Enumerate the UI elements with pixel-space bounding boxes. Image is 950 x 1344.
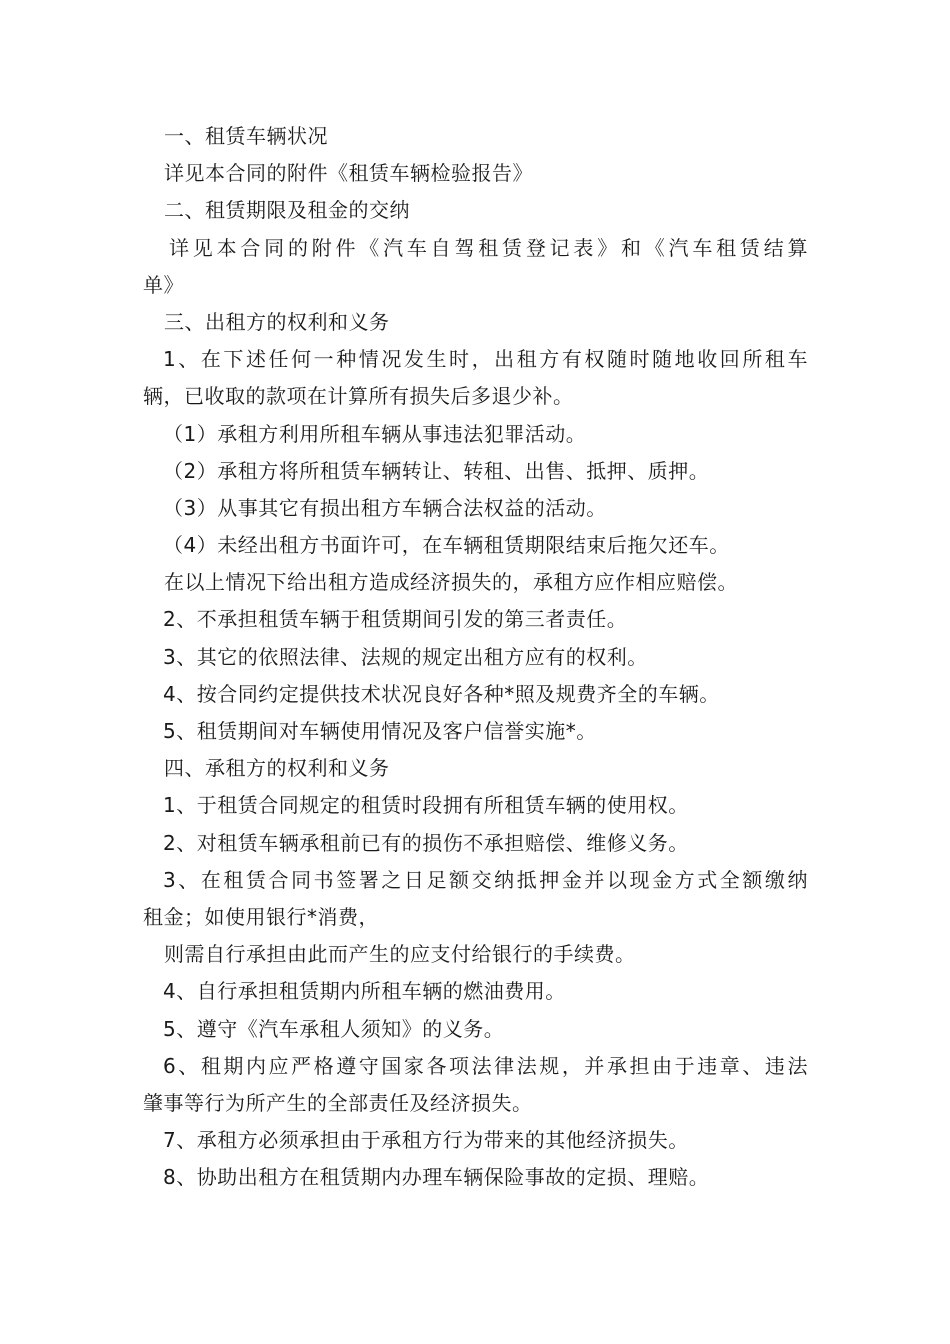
list-item: （2）承租方将所租赁车辆转让、转租、出售、抵押、质押。 (163, 458, 710, 483)
paragraph-line: 租金；如使用银行*消费， (143, 904, 379, 929)
list-item: 7、承租方必须承担由于承租方行为带来的其他经济损失。 (163, 1128, 689, 1153)
paragraph-line: 单》 (143, 272, 184, 297)
list-item: （1）承租方利用所租车辆从事违法犯罪活动。 (163, 421, 587, 446)
paragraph-line: 详见本合同的附件《汽车自驾租赁登记表》和《汽车租赁结算 (169, 235, 808, 260)
list-item: 3、在租赁合同书签署之日足额交纳抵押金并以现金方式全额缴纳 (163, 867, 808, 892)
section-heading-lessee-rights: 四、承租方的权利和义务 (164, 756, 390, 781)
list-item: 8、协助出租方在租赁期内办理车辆保险事故的定损、理赔。 (163, 1165, 710, 1190)
document-body (143, 118, 808, 1196)
list-item: 6、租期内应严格遵守国家各项法律法规，并承担由于违章、违法 (163, 1053, 808, 1078)
list-item: 1、于租赁合同规定的租赁时段拥有所租赁车辆的使用权。 (163, 793, 689, 818)
list-item: （3）从事其它有损出租方车辆合法权益的活动。 (163, 495, 607, 520)
paragraph-line: 肇事等行为所产生的全部责任及经济损失。 (143, 1090, 533, 1115)
list-item: 5、遵守《汽车承租人须知》的义务。 (163, 1016, 505, 1041)
list-item: 4、按合同约定提供技术状况良好各种*照及规费齐全的车辆。 (163, 681, 720, 706)
paragraph-line: 详见本合同的附件《租赁车辆检验报告》 (164, 161, 533, 186)
section-heading-vehicle-condition: 一、租赁车辆状况 (164, 124, 328, 148)
paragraph-line: 1、在下述任何一种情况发生时，出租方有权随时随地收回所租车 (163, 347, 808, 372)
list-item: 3、其它的依照法律、法规的规定出租方应有的权利。 (163, 644, 648, 669)
list-item: 4、自行承担租赁期内所租车辆的燃油费用。 (163, 979, 566, 1004)
list-item: 2、不承担租赁车辆于租赁期间引发的第三者责任。 (163, 607, 628, 632)
section-heading-lease-term: 二、租赁期限及租金的交纳 (164, 198, 410, 223)
paragraph-line: 辆，已收取的款项在计算所有损失后多退少补。 (143, 384, 574, 409)
paragraph-line: 则需自行承担由此而产生的应支付给银行的手续费。 (164, 942, 636, 967)
list-item: （4）未经出租方书面许可，在车辆租赁期限结束后拖欠还车。 (163, 533, 730, 558)
list-item: 5、租赁期间对车辆使用情况及客户信誉实施*。 (163, 719, 597, 743)
list-item: 2、对租赁车辆承租前已有的损伤不承担赔偿、维修义务。 (163, 830, 689, 855)
section-heading-lessor-rights: 三、出租方的权利和义务 (164, 309, 390, 334)
paragraph-line: 在以上情况下给出租方造成经济损失的，承租方应作相应赔偿。 (164, 570, 738, 595)
